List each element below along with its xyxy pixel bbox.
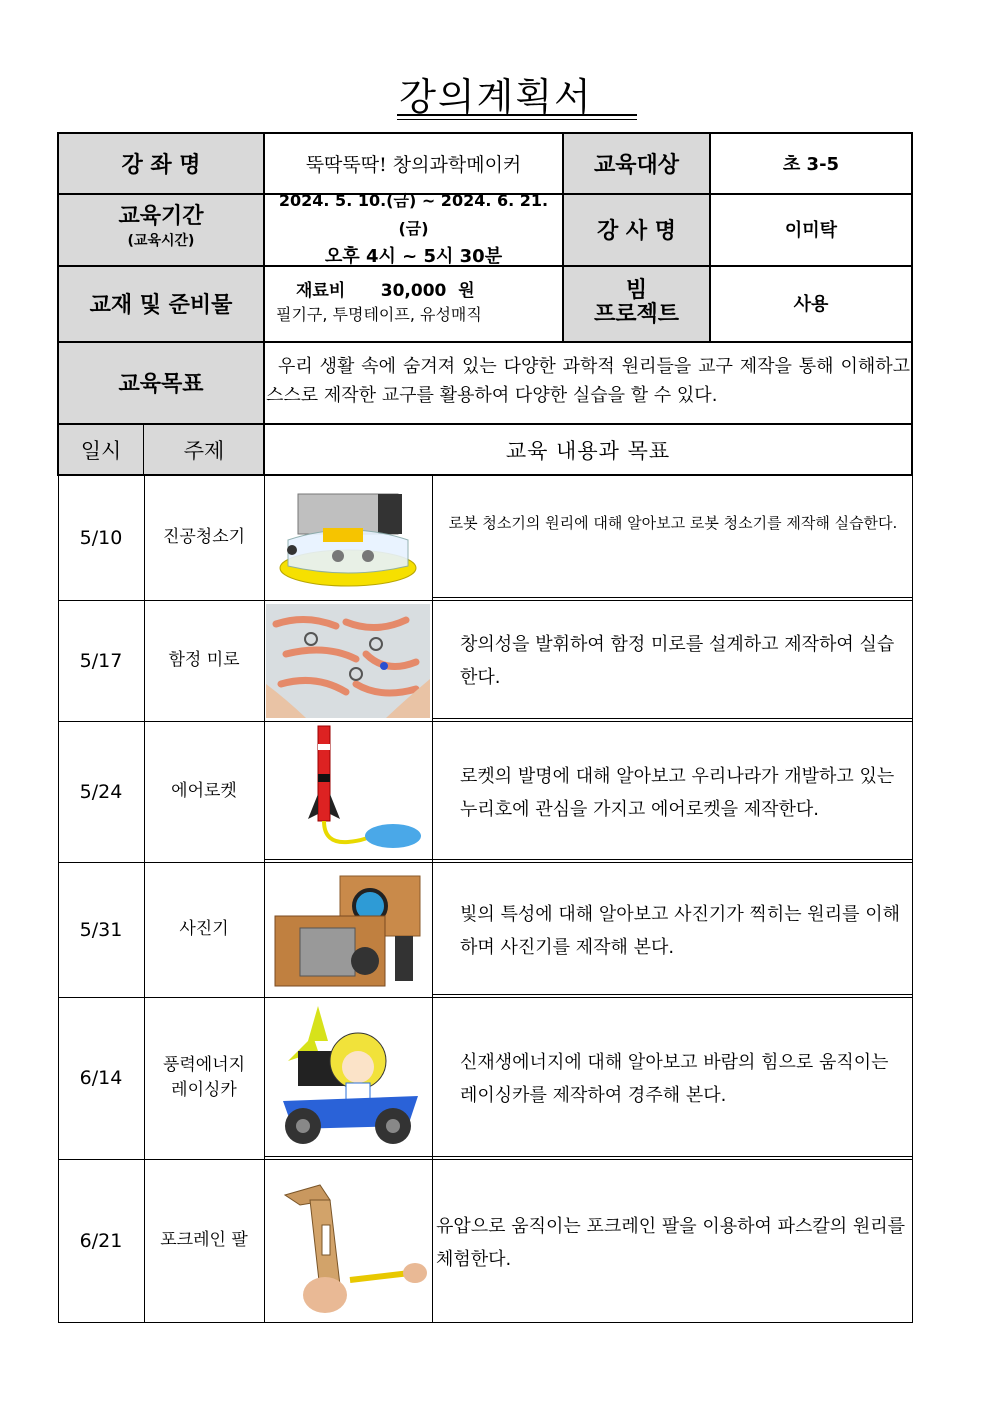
- schedule-topic: [144, 997, 264, 1159]
- divider: [57, 193, 913, 195]
- divider: [57, 265, 913, 267]
- schedule-description: 로봇 청소기의 원리에 대해 알아보고 로봇 청소기를 제작해 실습한다.: [448, 514, 898, 532]
- schedule-description: 로켓의 발명에 대해 알아보고 우리나라가 개발하고 있는 누리호에 관심을 가지고 에어로켓을 제작한다.: [460, 766, 895, 820]
- schedule-topic-line-1: 풍력에너지: [162, 1055, 246, 1075]
- schedule-description: 창의성을 발휘하여 함정 미로를 설계하고 제작하여 실습한다.: [460, 634, 895, 688]
- beam-value: 사용: [793, 294, 829, 315]
- materials-items: 필기구, 투명테이프, 유성매직: [276, 305, 482, 324]
- period-label: 교육기간: [118, 204, 204, 229]
- divider: [57, 341, 913, 343]
- page-title: 강의계획서: [399, 75, 593, 119]
- divider: [709, 132, 711, 341]
- beam-label-2: 프로젝트: [593, 302, 679, 327]
- schedule-description: 유압으로 움직이는 포크레인 팔을 이용하여 파스칼의 원리를 체험한다.: [436, 1216, 906, 1270]
- divider: [57, 423, 913, 425]
- schedule-date: 5/24: [79, 780, 123, 803]
- schedule-topic-line-2: 레이싱카: [171, 1080, 237, 1100]
- course-label: 강 좌 명: [58, 133, 264, 193]
- instructor-value: 이미탁: [784, 220, 838, 241]
- course-value: 뚝딱뚝딱! 창의과학메이커: [305, 153, 522, 176]
- divider: [264, 475, 265, 1323]
- divider: [432, 994, 913, 995]
- schedule-topic-header: 주제: [144, 424, 264, 475]
- schedule-content-header: 교육 내용과 목표: [505, 438, 671, 463]
- schedule-date: 5/17: [79, 649, 123, 672]
- robot-vacuum-kit-image: [268, 480, 428, 595]
- schedule-date: 5/10: [79, 526, 123, 549]
- goal-text: 우리 생활 속에 숨겨져 있는 다양한 과학적 원리들을 교구 제작을 통해 이해하고 스스로 제작한 교구를 활용하여 다양한 실습을 할 수 있다.: [266, 356, 910, 406]
- schedule-topic: 포크레인 팔: [160, 1230, 248, 1250]
- schedule-date: 5/31: [79, 918, 123, 941]
- schedule-date-header: 일시: [58, 424, 144, 475]
- divider: [432, 475, 433, 1323]
- divider: [263, 132, 265, 476]
- air-rocket-kit-image: [268, 724, 428, 856]
- divider: [143, 424, 144, 476]
- goal-label: 교육목표: [58, 341, 264, 424]
- excavator-arm-kit-image: [270, 1165, 428, 1317]
- divider: [264, 1156, 913, 1157]
- camera-kit-image: [270, 866, 428, 994]
- divider: [432, 597, 913, 598]
- title-underline: [397, 114, 637, 116]
- target-value: 초 3-5: [782, 154, 840, 175]
- wind-racing-car-kit-image: [268, 1001, 428, 1155]
- materials-label: 교재 및 준비물: [58, 265, 264, 341]
- schedule-topic: 사진기: [179, 919, 229, 939]
- schedule-topic: 에어로켓: [171, 781, 237, 801]
- schedule-description: 빛의 특성에 대해 알아보고 사진기가 찍히는 원리를 이해하며 사진기를 제작해 본다.: [460, 904, 900, 958]
- beam-label-1: 빔: [625, 278, 648, 303]
- schedule-topic: 함정 미로: [168, 650, 240, 670]
- instructor-label: 강 사 명: [563, 193, 710, 265]
- divider: [58, 1322, 913, 1323]
- schedule-description: 신재생에너지에 대해 알아보고 바람의 힘으로 움직이는 레이싱카를 제작하여 경주해 본다.: [460, 1052, 889, 1106]
- divider: [432, 718, 913, 719]
- divider: [264, 859, 913, 860]
- materials-fee: 재료비 30,000 원: [296, 281, 475, 301]
- title-underline-thin: [397, 119, 637, 120]
- divider: [562, 132, 564, 341]
- schedule-date: 6/21: [79, 1229, 123, 1252]
- trap-maze-kit-image: [266, 604, 430, 718]
- schedule-topic: 진공청소기: [162, 527, 246, 547]
- target-label: 교육대상: [563, 133, 710, 193]
- divider: [912, 475, 913, 1323]
- period-sub-label: (교육시간): [127, 233, 195, 249]
- period-time: 오후 4시 ~ 5시 30분: [324, 246, 503, 267]
- schedule-date: 6/14: [79, 1067, 123, 1089]
- period-dates: 2024. 5. 10.(금) ~ 2024. 6. 21.(금): [278, 191, 549, 238]
